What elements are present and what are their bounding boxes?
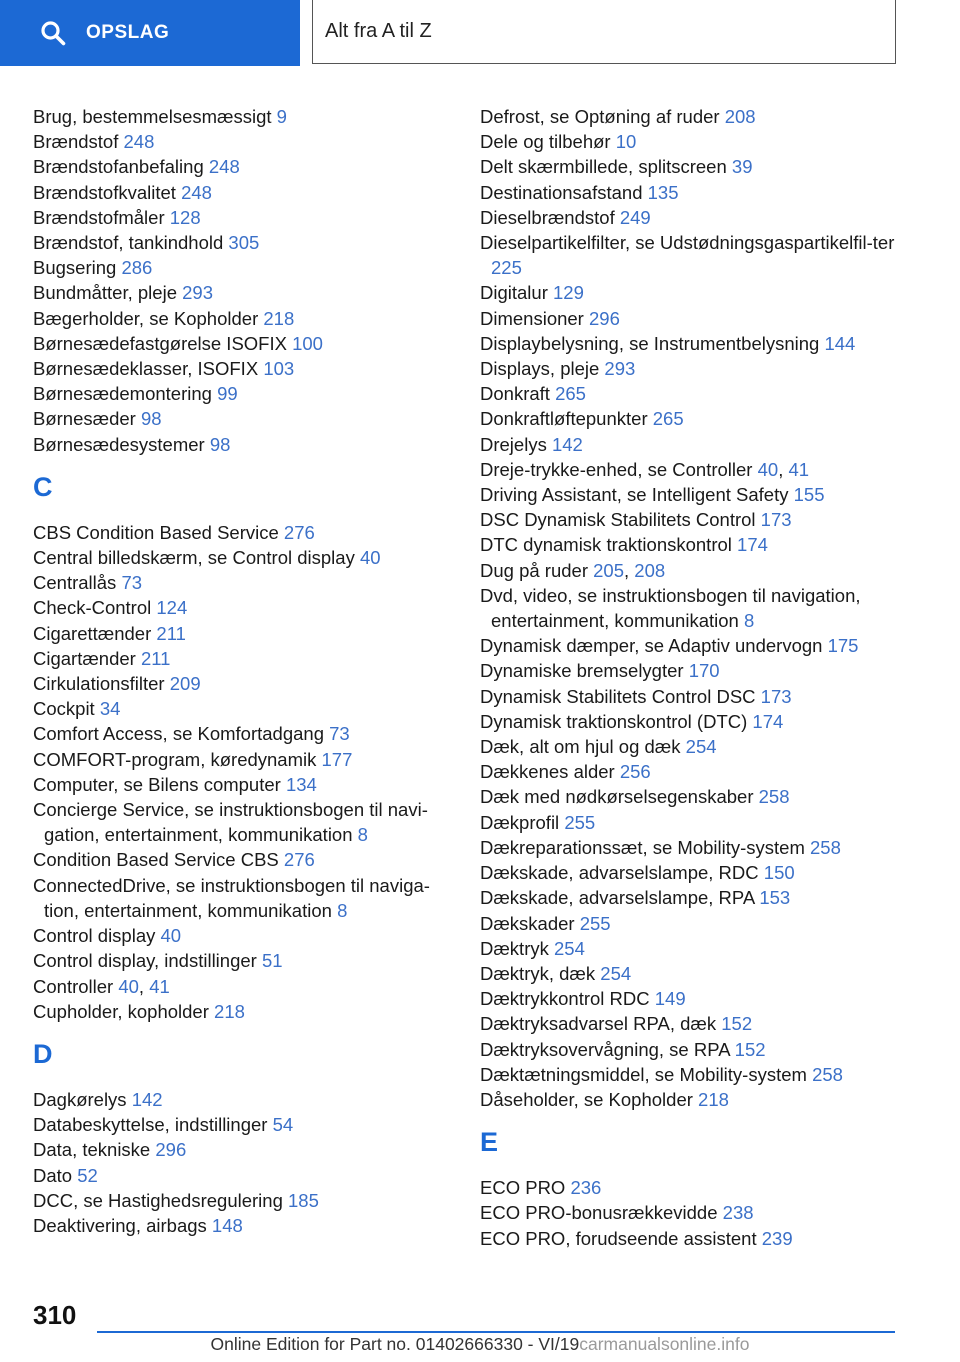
index-entry xyxy=(33,154,443,179)
entry-term: Comfort Access, se Komfortadgang xyxy=(33,723,330,745)
entry-term: Dimensioner xyxy=(480,307,589,329)
page-link[interactable]: 249 xyxy=(619,206,651,228)
entry-term: Donkraftløftepunkter xyxy=(480,408,653,430)
index-entry xyxy=(33,999,443,1024)
entry-term: Cupholder, kopholder xyxy=(33,1000,215,1022)
entry-term: Dug på ruder xyxy=(480,559,594,581)
entry-term: Dieselpartikelfilter, se Udstødningsgaspartikelfil‐ter xyxy=(480,232,895,254)
index-entry xyxy=(33,671,443,696)
page-link[interactable]: 150 xyxy=(763,862,795,884)
page-link[interactable]: 52 xyxy=(77,1164,98,1186)
index-entry xyxy=(480,1037,900,1062)
index-entry xyxy=(480,885,900,910)
index-entry xyxy=(33,331,443,356)
page-link[interactable]: 276 xyxy=(283,849,315,871)
index-entry xyxy=(33,646,443,671)
page-link[interactable]: 236 xyxy=(570,1177,602,1199)
index-entry xyxy=(480,784,900,809)
page-link[interactable]: 144 xyxy=(824,332,856,354)
page-link[interactable]: 124 xyxy=(156,597,188,619)
page-link[interactable]: 218 xyxy=(214,1000,245,1022)
entry-term: Dagkørelys xyxy=(33,1088,132,1110)
entry-term: Databeskyttelse, indstillinger xyxy=(33,1114,273,1136)
page-link[interactable]: 40 xyxy=(160,925,182,947)
entry-term: Centrallås xyxy=(33,572,122,594)
page-link[interactable]: 148 xyxy=(211,1214,243,1236)
page-link[interactable]: 39 xyxy=(731,156,753,178)
entry-term: Displays, pleje xyxy=(480,358,605,380)
index-entry xyxy=(33,205,443,230)
page-link[interactable]: 8 xyxy=(357,824,368,846)
entry-term: DCC, se Hastighedsregulering xyxy=(33,1189,289,1211)
page-link[interactable]: 153 xyxy=(759,887,791,909)
entry-term: DSC Dynamisk Stabilitets Control xyxy=(480,509,761,531)
index-entry: Dreje-trykke-enhed, se Controller 40, 41 xyxy=(480,458,810,480)
index-entry xyxy=(480,507,900,532)
index-entry xyxy=(33,1188,443,1213)
index-entry xyxy=(480,759,900,784)
watermark-text: carmanualsonline.info xyxy=(579,1334,750,1354)
index-entry xyxy=(480,356,900,381)
index-entry xyxy=(480,230,900,280)
search-icon xyxy=(40,20,66,46)
index-entry xyxy=(480,180,900,205)
index-entry xyxy=(480,1062,900,1087)
index-entry xyxy=(33,1213,443,1238)
index-entry xyxy=(480,482,900,507)
entry-term: Drejelys xyxy=(480,433,552,455)
page-link[interactable]: 238 xyxy=(722,1202,754,1224)
index-entry xyxy=(33,873,443,923)
page-link[interactable]: 34 xyxy=(99,698,121,720)
entry-term: Brændstof, tankindhold xyxy=(33,232,229,254)
entry-term: Børnesæder xyxy=(33,408,141,430)
entry-term: ConnectedDrive, se instruktionsbogen til naviga‐tion, entertainment, kommunikation xyxy=(33,874,430,921)
entry-term: Digitalur xyxy=(480,282,553,304)
index-entry xyxy=(33,1163,443,1188)
page-link[interactable]: 239 xyxy=(761,1227,793,1249)
page-link[interactable]: 265 xyxy=(652,408,684,430)
index-entry xyxy=(33,381,443,406)
entry-term: Brændstofmåler xyxy=(33,206,170,228)
entry-term: Check-Control xyxy=(33,597,157,619)
section-letter: D xyxy=(33,1038,53,1069)
page-link[interactable]: 218 xyxy=(263,307,295,329)
page-link[interactable]: 209 xyxy=(169,673,201,695)
page-link[interactable]: 51 xyxy=(261,950,283,972)
page-link[interactable]: 40 xyxy=(757,458,779,480)
page-link[interactable]: 255 xyxy=(579,912,611,934)
entry-term: Destinationsafstand xyxy=(480,181,648,203)
index-entry xyxy=(480,205,900,230)
index-entry xyxy=(480,583,900,633)
entry-term: Data, tekniske xyxy=(33,1139,156,1161)
entry-term: COMFORT-program, køredynamik xyxy=(33,748,322,770)
index-entry xyxy=(33,406,443,431)
index-entry xyxy=(480,1226,900,1251)
page-link[interactable]: 258 xyxy=(758,786,790,808)
entry-term: Dæktrykkontrol RDC xyxy=(480,988,655,1010)
index-entry xyxy=(480,684,900,709)
footer xyxy=(0,1334,960,1355)
index-entry xyxy=(480,432,900,457)
section-title: Alt fra A til Z xyxy=(325,20,432,42)
entry-term: Dynamisk traktionskontrol (DTC) xyxy=(480,710,753,732)
index-entry xyxy=(33,255,443,280)
page-link[interactable]: 40 xyxy=(359,547,381,569)
page-link[interactable]: 211 xyxy=(140,647,171,669)
entry-term: Control display xyxy=(33,925,161,947)
index-entry xyxy=(480,1087,900,1112)
page-link[interactable]: 174 xyxy=(752,710,784,732)
index-entry xyxy=(33,721,443,746)
page-link[interactable]: 174 xyxy=(737,534,768,556)
index-entry xyxy=(33,520,443,545)
index-entry xyxy=(480,911,900,936)
entry-term: Brændstofkvalitet xyxy=(33,181,182,203)
entry-term: Cigartænder xyxy=(33,647,141,669)
entry-term: Børnesædefastgørelse ISOFIX xyxy=(33,332,293,354)
entry-term: Dæktryk, dæk xyxy=(480,962,601,984)
page-link[interactable]: 9 xyxy=(276,106,287,127)
index-entry xyxy=(480,1011,900,1036)
page-link[interactable]: 248 xyxy=(123,131,155,153)
entry-term: Børnesædesystemer xyxy=(33,433,210,455)
index-entry xyxy=(33,747,443,772)
entry-term: Dæktryk xyxy=(480,937,554,959)
entry-term: Dieselbrændstof xyxy=(480,206,620,228)
entry-term: Dele og tilbehør xyxy=(480,131,616,153)
index-entry xyxy=(480,961,900,986)
page-link[interactable]: 177 xyxy=(321,748,353,770)
index-entry xyxy=(33,432,443,457)
entry-term: Deaktivering, airbags xyxy=(33,1214,212,1236)
page-link[interactable]: 205 xyxy=(593,559,624,581)
page-link[interactable]: 129 xyxy=(553,282,584,304)
index-entry xyxy=(33,772,443,797)
index-entry xyxy=(480,306,900,331)
page-link[interactable]: 142 xyxy=(131,1088,163,1110)
entry-term: Brændstofanbefaling xyxy=(33,156,209,178)
entry-term: Dækskader xyxy=(480,912,580,934)
page-link[interactable]: 54 xyxy=(272,1114,294,1136)
entry-term: Dato xyxy=(33,1164,78,1186)
index-entry xyxy=(33,696,443,721)
index-entry xyxy=(33,1087,443,1112)
section-letter: C xyxy=(33,471,53,502)
entry-term: Condition Based Service CBS xyxy=(33,849,284,871)
index-entry xyxy=(480,104,900,129)
index-entry xyxy=(480,734,900,759)
index-entry xyxy=(33,948,443,973)
entry-term: Dvd, video, se instruktionsbogen til navigation, entertainment, kommunikation xyxy=(480,584,861,632)
index-entry xyxy=(33,129,443,154)
page-link[interactable]: 155 xyxy=(793,484,825,506)
index-entry xyxy=(33,230,443,255)
entry-term: Dækkenes alder xyxy=(480,761,620,783)
index-column-left xyxy=(33,104,443,1238)
entry-term: Dækskade, advarselslampe, RDC xyxy=(480,862,764,884)
index-entry xyxy=(33,306,443,331)
page-link[interactable]: 173 xyxy=(760,509,792,531)
page-link[interactable]: 8 xyxy=(743,610,755,632)
page-link[interactable]: 134 xyxy=(285,773,317,795)
page-link[interactable]: 305 xyxy=(228,232,260,254)
entry-term: Dækreparationssæt, se Mobility-system xyxy=(480,836,811,858)
entry-term: Børnesædemontering xyxy=(33,383,218,405)
index-entry xyxy=(33,280,443,305)
index-entry xyxy=(480,986,900,1011)
page-link[interactable]: 255 xyxy=(564,811,596,833)
page-link[interactable]: 40 xyxy=(118,975,139,997)
page-link[interactable]: 254 xyxy=(600,962,632,984)
page-link[interactable]: 41 xyxy=(149,975,170,997)
entry-term: Cirkulationsfilter xyxy=(33,673,170,695)
page-link[interactable]: 254 xyxy=(554,937,585,959)
entry-term: Dåseholder, se Kopholder xyxy=(480,1088,699,1110)
index-column-right xyxy=(480,104,900,1251)
index-entry xyxy=(480,709,900,734)
index-entry xyxy=(33,545,443,570)
entry-term: Dynamisk dæmper, se Adaptiv undervogn xyxy=(480,635,828,657)
index-entry xyxy=(480,860,900,885)
page-link[interactable]: 211 xyxy=(156,622,186,644)
page-link[interactable]: 103 xyxy=(263,358,295,380)
entry-term: Dækprofil xyxy=(480,811,565,833)
index-entry xyxy=(480,810,900,835)
entry-term: ECO PRO-bonusrækkevidde xyxy=(480,1202,723,1224)
index-entry xyxy=(480,331,900,356)
entry-term: Delt skærmbillede, splitscreen xyxy=(480,156,732,178)
page-link[interactable]: 149 xyxy=(654,988,686,1010)
entry-term: Brug, bestemmelsesmæssigt xyxy=(33,106,277,127)
page-link[interactable]: 175 xyxy=(827,635,859,657)
entry-term: Bægerholder, se Kopholder xyxy=(33,307,264,329)
page-link[interactable]: 258 xyxy=(812,1063,843,1085)
entry-term: Dæktryksadvarsel RPA, dæk xyxy=(480,1013,722,1035)
page-link[interactable]: 296 xyxy=(589,307,620,329)
page-link[interactable]: 173 xyxy=(760,685,792,707)
section-title-box xyxy=(312,0,896,64)
page-link[interactable]: 8 xyxy=(337,899,348,921)
page-link[interactable]: 293 xyxy=(182,282,213,304)
entry-term: Dæktætningsmiddel, se Mobility-system xyxy=(480,1063,813,1085)
page-link[interactable]: 256 xyxy=(619,761,651,783)
index-entry xyxy=(480,154,900,179)
entry-term: Cigarettænder xyxy=(33,622,157,644)
page-link[interactable]: 208 xyxy=(724,106,756,127)
index-entry xyxy=(33,1112,443,1137)
page-link[interactable]: 10 xyxy=(615,131,637,153)
entry-term: Driving Assistant, se Intelligent Safety xyxy=(480,484,794,506)
index-entry xyxy=(33,595,443,620)
page-link[interactable]: 135 xyxy=(647,181,679,203)
entry-term: Displaybelysning, se Instrumentbelysning xyxy=(480,332,825,354)
index-entry xyxy=(33,797,443,847)
index-entry xyxy=(480,129,900,154)
page-link[interactable]: 248 xyxy=(181,181,212,203)
index-entry xyxy=(480,1200,900,1225)
page-link[interactable]: 99 xyxy=(217,383,238,405)
entry-term: Dynamisk Stabilitets Control DSC xyxy=(480,685,761,707)
page-link[interactable]: 98 xyxy=(209,433,231,455)
page-link[interactable]: 170 xyxy=(688,660,720,682)
entry-term: Cockpit xyxy=(33,698,100,720)
page-link[interactable]: 41 xyxy=(788,458,810,480)
index-entry xyxy=(33,621,443,646)
page-link[interactable]: 286 xyxy=(121,257,153,279)
entry-term: Bugsering xyxy=(33,257,122,279)
top-bar xyxy=(0,0,960,66)
index-entry xyxy=(480,280,900,305)
search-tab-label: OPSLAG xyxy=(86,22,170,43)
index-entry xyxy=(480,936,900,961)
index-entry xyxy=(33,570,443,595)
index-entry xyxy=(33,923,443,948)
page-link[interactable]: 128 xyxy=(169,206,201,228)
page-link[interactable]: 142 xyxy=(551,433,583,455)
entry-term: CBS Condition Based Service xyxy=(33,521,284,543)
entry-term: Central billedskærm, se Control display xyxy=(33,547,360,569)
page-link[interactable]: 258 xyxy=(810,836,841,858)
edition-text: Online Edition for Part no. 01402666330 - VI/19 xyxy=(210,1334,580,1354)
entry-term: Dækskade, advarselslampe, RPA xyxy=(480,887,760,909)
page-link[interactable]: 100 xyxy=(292,332,323,354)
entry-term: Control display, indstillinger xyxy=(33,950,262,972)
entry-term: ECO PRO, forudseende assistent xyxy=(480,1227,762,1249)
index-entry xyxy=(480,406,900,431)
page-number: 310 xyxy=(33,1300,77,1330)
page-link[interactable]: 248 xyxy=(208,156,240,178)
index-entry: Dug på ruder 205, 208 xyxy=(480,559,666,581)
index-entry xyxy=(480,1175,900,1200)
entry-term: DTC dynamisk traktionskontrol xyxy=(480,534,738,556)
entry-term: Dynamiske bremselygter xyxy=(480,660,689,682)
page-link[interactable]: 152 xyxy=(721,1013,753,1035)
page-link[interactable]: 73 xyxy=(329,723,350,745)
entry-term: Dreje-trykke-enhed, se Controller xyxy=(480,458,758,480)
entry-term: Concierge Service, se instruktionsbogen til navi‐gation, entertainment, kommunikation xyxy=(33,799,428,846)
page-link[interactable]: 265 xyxy=(555,383,586,405)
entry-term: Børnesædeklasser, ISOFIX xyxy=(33,358,264,380)
entry-term: Controller xyxy=(33,975,119,997)
page-link[interactable]: 218 xyxy=(698,1088,729,1110)
page-link[interactable]: 225 xyxy=(491,257,522,279)
index-entry xyxy=(480,633,900,658)
index-entry xyxy=(480,381,900,406)
page-link[interactable]: 185 xyxy=(288,1189,319,1211)
search-tab-button[interactable] xyxy=(0,0,300,66)
entry-term: Dæktryksovervågning, se RPA xyxy=(480,1038,735,1060)
page-link[interactable]: 98 xyxy=(140,408,162,430)
page-link[interactable]: 73 xyxy=(121,572,143,594)
entry-term: Dæk med nødkørselsegenskaber xyxy=(480,786,759,808)
page-link[interactable]: 293 xyxy=(604,358,636,380)
page-link[interactable]: 254 xyxy=(685,736,717,758)
entry-term: Donkraft xyxy=(480,383,556,405)
section-letter: E xyxy=(480,1127,499,1158)
page-link[interactable]: 208 xyxy=(634,559,666,581)
index-entry xyxy=(33,1137,443,1162)
index-entry xyxy=(480,658,900,683)
index-entry xyxy=(480,532,900,557)
index-entry: Controller 40, 41 xyxy=(33,975,170,997)
entry-term: Dæk, alt om hjul og dæk xyxy=(480,736,686,758)
footer-divider xyxy=(97,1331,895,1333)
page-link[interactable]: 152 xyxy=(734,1038,766,1060)
page-link[interactable]: 296 xyxy=(155,1139,187,1161)
entry-term: Brændstof xyxy=(33,131,124,153)
entry-term: Bundmåtter, pleje xyxy=(33,282,183,304)
index-entry xyxy=(33,180,443,205)
index-entry xyxy=(33,847,443,872)
entry-term: ECO PRO xyxy=(480,1177,571,1199)
index-entry xyxy=(480,835,900,860)
entry-term: Defrost, se Optøning af ruder xyxy=(480,106,725,127)
page-link[interactable]: 276 xyxy=(283,521,315,543)
entry-term: Computer, se Bilens computer xyxy=(33,773,286,795)
index-entry xyxy=(33,356,443,381)
index-entry xyxy=(33,104,443,129)
